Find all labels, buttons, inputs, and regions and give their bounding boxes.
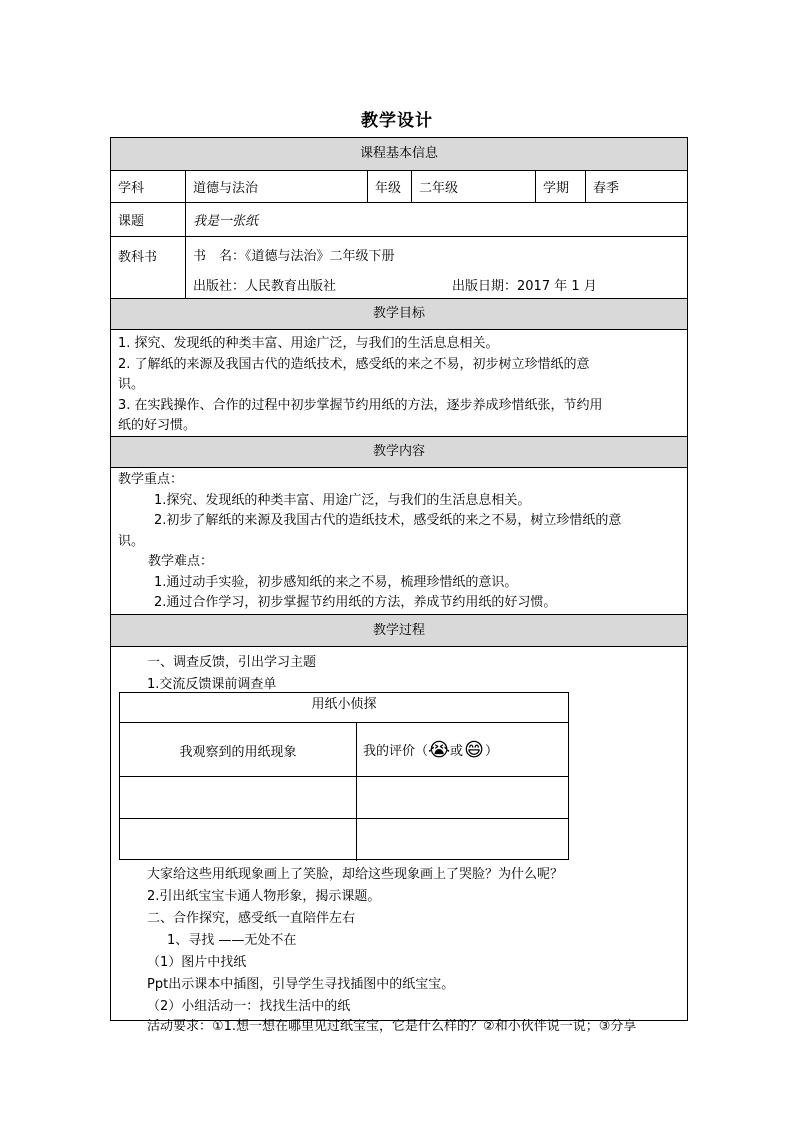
process-line: 活动要求：①1.想一想在哪里见过纸宝宝，它是什么样的？②和小伙伴说一说；③分享	[147, 1019, 637, 1034]
process-header: 教学过程	[111, 615, 687, 647]
objective-line: 2. 了解纸的来源及我国古代的造纸技术，感受纸的来之不易，初步树立珍惜纸的意	[118, 356, 590, 372]
objective-line: 1. 探究、发现纸的种类丰富、用途广泛，与我们的生活息息相关。	[118, 336, 499, 351]
term-label: 学期	[535, 171, 585, 202]
survey-empty-row	[120, 777, 568, 819]
publisher: 出版社：人民教育出版社	[193, 279, 337, 294]
textbook-info	[185, 237, 687, 298]
evaluation-label: 我的评价（	[363, 744, 429, 759]
process-line: 2.引出纸宝宝卡通人物形象，揭示课题。	[147, 889, 381, 904]
objectives-body	[111, 330, 687, 437]
grade-value: 二年级	[411, 171, 535, 202]
textbook-row	[111, 237, 687, 299]
evaluation-or: 或	[450, 744, 464, 759]
survey-header-row	[120, 723, 568, 777]
key-point-tail: 识。	[118, 533, 145, 549]
process-line: Ppt出示课本中插图，引导学生寻找插图中的纸宝宝。	[147, 977, 455, 992]
term-value: 春季	[585, 171, 689, 202]
objective-line: 3. 在实践操作、合作的过程中初步掌握节约用纸的方法，逐步养成珍惜纸张，节约用	[118, 397, 603, 413]
process-body	[111, 647, 687, 1067]
difficult-point: 2.通过合作学习，初步掌握节约用纸的方法，养成节约用纸的好习惯。	[154, 595, 557, 610]
crying-face-icon: 😭	[428, 738, 451, 761]
page-title: 教学设计	[361, 111, 433, 131]
process-line: 大家给这些用纸现象画上了笑脸，却给这些现象画上了哭脸？为什么呢？	[147, 867, 564, 882]
survey-divider	[356, 777, 357, 818]
objective-line: 纸的好习惯。	[118, 418, 197, 433]
subject-label: 学科	[118, 181, 145, 196]
topic-value: 我是一张纸	[185, 203, 687, 236]
key-point: 2.初步了解纸的来源及我国古代的造纸技术，感受纸的来之不易，树立珍惜纸的意	[154, 513, 622, 528]
survey-title: 用纸小侦探	[120, 693, 568, 723]
objective-line: 识。	[118, 377, 145, 392]
key-label: 教学重点：	[118, 472, 184, 487]
section-1-heading: 一、调查反馈，引出学习主题	[147, 655, 317, 670]
evaluation-close: ）	[485, 744, 499, 759]
survey-col-evaluation	[356, 723, 568, 776]
content-body	[111, 468, 687, 615]
process-line: 1、寻找 ——无处不在	[167, 933, 297, 948]
difficult-label: 教学难点：	[148, 554, 214, 569]
grade-label: 年级	[367, 171, 411, 202]
subject-value: 道德与法治	[185, 171, 367, 202]
key-point: 1.探究、发现纸的种类丰富、用途广泛，与我们的生活息息相关。	[154, 492, 531, 508]
lesson-plan-table	[110, 137, 688, 1034]
section-2-heading: 二、合作探究，感受纸一直陪伴左右	[147, 911, 356, 926]
subject-row	[111, 171, 687, 203]
publish-date: 出版日期：2017 年 1 月	[452, 279, 597, 294]
difficult-point: 1.通过动手实验，初步感知纸的来之不易，梳理珍惜纸的意识。	[154, 574, 518, 590]
grinning-face-icon: 😄	[464, 738, 484, 761]
topic-row	[111, 203, 687, 237]
step-1: 1.交流反馈课前调查单	[147, 677, 277, 692]
process-line: （2）小组活动一：找找生活中的纸	[147, 999, 351, 1014]
basic-info-header: 课程基本信息	[111, 138, 687, 171]
objectives-header: 教学目标	[111, 299, 687, 330]
book-name: 书 名：《道德与法治》二年级下册	[193, 249, 395, 264]
survey-table	[119, 692, 569, 860]
topic-label: 课题	[118, 214, 145, 229]
survey-col-observation: 我观察到的用纸现象	[179, 745, 297, 760]
process-line: （1）图片中找纸	[147, 955, 247, 970]
content-header: 教学内容	[111, 437, 687, 468]
survey-empty-row	[120, 819, 568, 861]
survey-divider	[356, 819, 357, 861]
textbook-label: 教科书	[118, 250, 158, 265]
